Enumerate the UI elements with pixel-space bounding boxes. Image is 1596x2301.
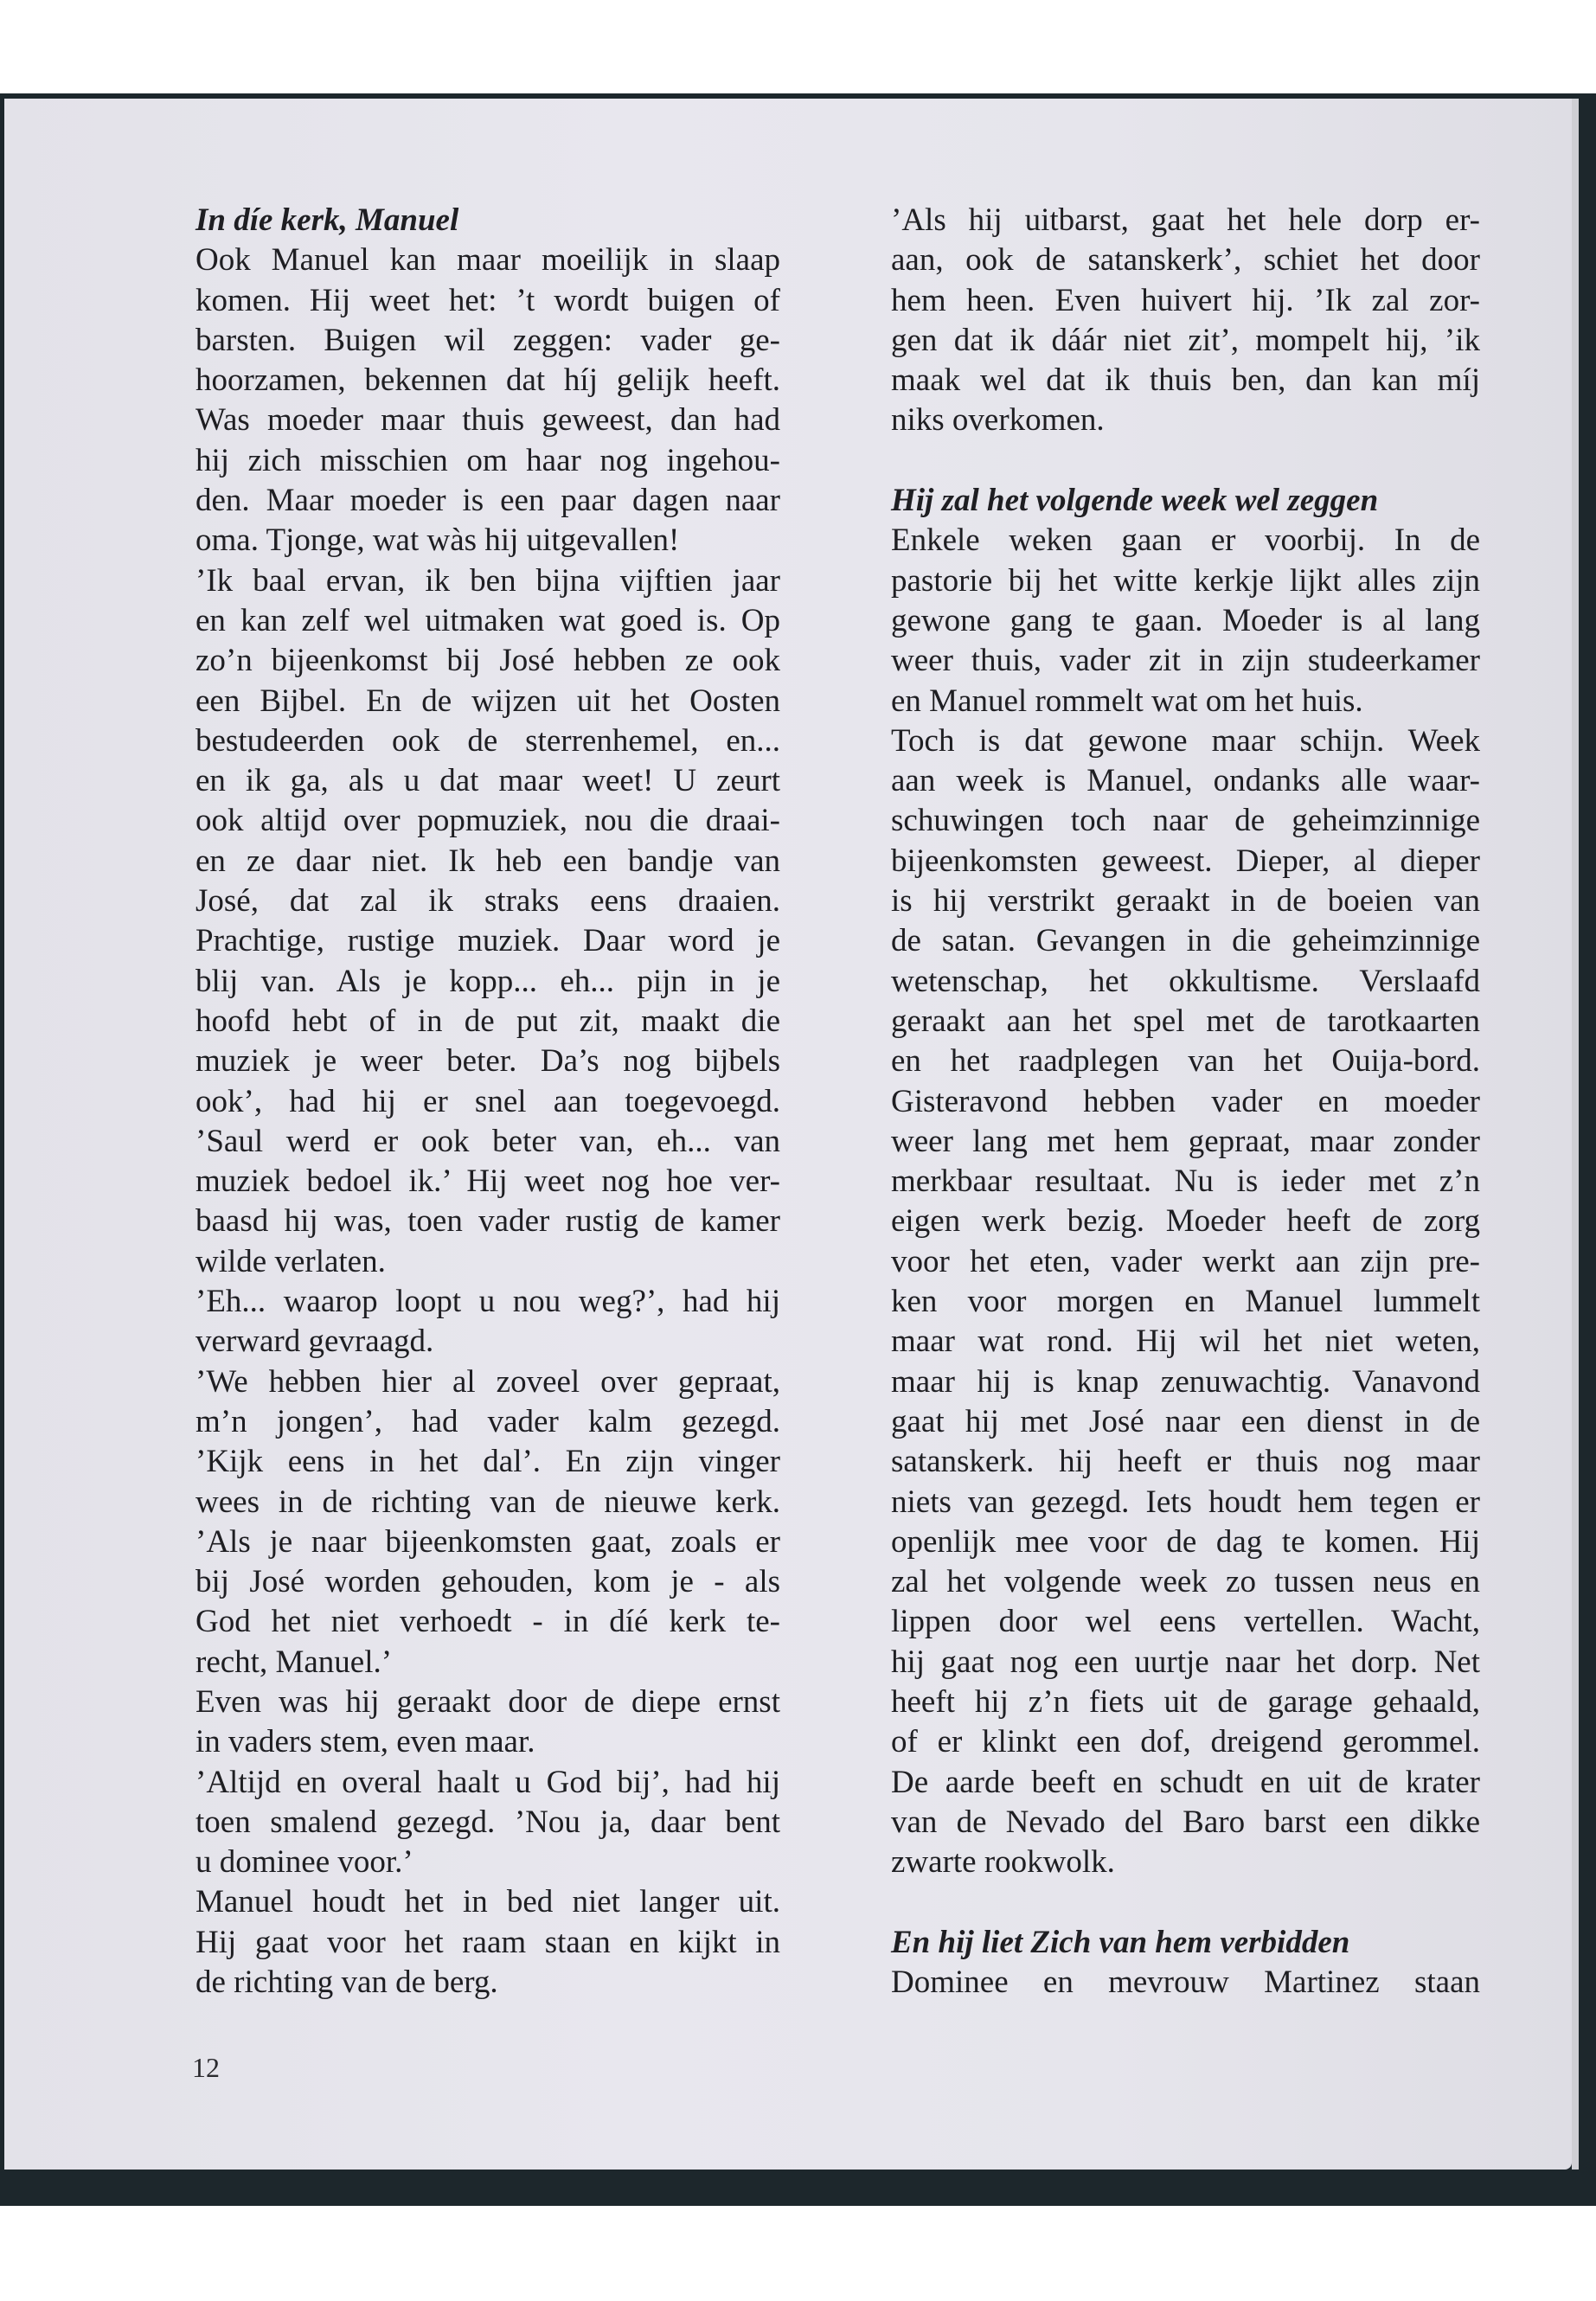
text-line: bijeenkomsten geweest. Dieper, al dieper [891,843,1480,879]
text-line: ’Ik baal ervan, ik ben bijna vijftien jaar [195,562,780,599]
text-line: en ze daar niet. Ik heb een bandje van [195,843,780,879]
text-line: ook’, had hij er snel aan toegevoegd. [195,1083,780,1119]
text-line: Enkele weken gaan er voorbij. In de [891,522,1480,559]
text-line: den. Maar moeder is een paar dagen naar [195,483,780,519]
text-line: Prachtige, rustige muziek. Daar word je [195,923,780,959]
text-line: komen. Hij weet het: ’t wordt buigen of [195,282,780,318]
text-line: hoofd hebt of in de put zit, maakt die [195,1003,780,1039]
text-line: bestudeerden ook de sterrenhemel, en... [195,722,780,759]
text-line: weer thuis, vader zit in zijn studeerkamer [891,643,1480,679]
text-line: hij gaat nog een uurtje naar het dorp. Net [891,1644,1480,1680]
text-line: van de Nevado del Baro barst een dikke [891,1804,1480,1840]
text-line: wees in de richting van de nieuwe kerk. [195,1484,780,1520]
text-line: recht, Manuel.’ [195,1644,393,1680]
text-line: barsten. Buigen wil zeggen: vader ge- [195,322,780,358]
text-line: aan week is Manuel, ondanks alle waar- [891,763,1480,799]
text-line: maak wel dat ik thuis ben, dan kan míj [891,362,1480,399]
text-line: Manuel houdt het in bed niet langer uit. [195,1884,780,1920]
text-line: muziek je weer beter. Da’s nog bijbels [195,1043,780,1080]
text-line: gewone gang te gaan. Moeder is al lang [891,602,1480,638]
text-line: zal het volgende week zo tussen neus en [891,1564,1480,1600]
text-line: en Manuel rommelt wat om het huis. [891,683,1363,719]
text-line: zwarte rookwolk. [891,1844,1115,1881]
text-line: ’Eh... waarop loopt u nou weg?’, had hij [195,1284,780,1320]
text-line: lippen door wel eens vertellen. Wacht, [891,1604,1480,1640]
text-line: aan, ook de satanskerk’, schiet het door [891,242,1480,279]
text-line: maar wat rond. Hij wil het niet weten, [891,1324,1480,1360]
text-line: u dominee voor.’ [195,1844,413,1881]
text-column-right [891,201,1480,2003]
text-line: Even was hij geraakt door de diepe ernst [195,1683,780,1720]
text-line: gaat hij met José naar een dienst in de [891,1403,1480,1439]
text-line: is hij verstrikt geraakt in de boeien van [891,883,1480,920]
text-line: een Bijbel. En de wijzen uit het Oosten [195,683,780,719]
text-line: weer lang met hem gepraat, maar zonder [891,1123,1480,1159]
text-line: verward gevraagd. [195,1324,434,1360]
text-line: toen smalend gezegd. ’Nou ja, daar bent [195,1804,780,1840]
text-line: God het niet verhoedt - in díé kerk te- [195,1604,780,1640]
text-line: Was moeder maar thuis geweest, dan had [195,402,780,439]
text-line: niets van gezegd. Iets houdt hem tegen er [891,1484,1480,1520]
text-line: ’Saul werd er ook beter van, eh... van [195,1123,780,1159]
section-heading: In díe kerk, Manuel [195,202,459,238]
text-line: schuwingen toch naar de geheimzinnige [891,803,1480,839]
text-line: en het raadplegen van het Ouija-bord. [891,1043,1480,1080]
text-line: ’Als je naar bijeenkomsten gaat, zoals er [195,1523,780,1560]
text-line: wetenschap, het okkultisme. Verslaafd [891,963,1480,999]
text-line: ’We hebben hier al zoveel over gepraat, [195,1363,780,1400]
text-line: ’Altijd en overal haalt u God bij’, had hij [195,1764,780,1800]
text-line: satanskerk. hij heeft er thuis nog maar [891,1444,1480,1480]
text-line: geraakt aan het spel met de tarotkaarten [891,1003,1480,1039]
text-line: Ook Manuel kan maar moeilijk in slaap [195,242,780,279]
page-number: 12 [192,2052,220,2083]
text-line: hem heen. Even huivert hij. ’Ik zal zor- [891,282,1480,318]
text-line: De aarde beeft en schudt en uit de krater [891,1764,1480,1800]
text-line: en ik ga, als u dat maar weet! U zeurt [195,763,780,799]
text-line: Dominee en mevrouw Martinez staan [891,1965,1480,2001]
text-line: Gisteravond hebben vader en moeder [891,1083,1480,1119]
text-line: m’n jongen’, had vader kalm gezegd. [195,1403,780,1439]
text-line: José, dat zal ik straks eens draaien. [195,883,780,920]
text-line: ook altijd over popmuziek, nou die draai- [195,803,780,839]
text-line: merkbaar resultaat. Nu is ieder met z’n [891,1163,1480,1200]
text-line: bij José worden gehouden, kom je - als [195,1564,780,1600]
text-line: blij van. Als je kopp... eh... pijn in je [195,963,780,999]
text-line: ’Als hij uitbarst, gaat het hele dorp er- [891,202,1480,238]
text-line: ken voor morgen en Manuel lummelt [891,1284,1480,1320]
text-line: Toch is dat gewone maar schijn. Week [891,722,1480,759]
text-line: hoorzamen, bekennen dat híj gelijk heeft. [195,362,780,399]
text-line: eigen werk bezig. Moeder heeft de zorg [891,1203,1480,1240]
text-line: baasd hij was, toen vader rustig de kamer [195,1203,780,1240]
text-line: pastorie bij het witte kerkje lijkt alles zijn [891,562,1480,599]
text-line: wilde verlaten. [195,1243,386,1279]
text-line: of er klinkt een dof, dreigend gerommel. [891,1724,1480,1760]
text-line: Hij gaat voor het raam staan en kijkt in [195,1924,780,1960]
text-line: muziek bedoel ik.’ Hij weet nog hoe ver- [195,1163,780,1200]
text-line: de satan. Gevangen in die geheimzinnige [891,923,1480,959]
section-heading: En hij liet Zich van hem verbidden [891,1924,1350,1960]
text-line: in vaders stem, even maar. [195,1724,535,1760]
text-column-left [195,201,780,2003]
text-line: ’Kijk eens in het dal’. En zijn vinger [195,1444,780,1480]
text-line: maar hij is knap zenuwachtig. Vanavond [891,1363,1480,1400]
text-line: hij zich misschien om haar nog ingehou- [195,442,780,478]
section-heading: Hij zal het volgende week wel zeggen [891,483,1379,519]
text-line: oma. Tjonge, wat wàs hij uitgevallen! [195,522,680,559]
text-line: en kan zelf wel uitmaken wat goed is. Op [195,602,780,638]
text-line: heeft hij z’n fiets uit de garage gehaald, [891,1683,1480,1720]
text-line: de richting van de berg. [195,1965,498,2001]
text-line: voor het eten, vader werkt aan zijn pre- [891,1243,1480,1279]
page-edge [1572,99,1579,2170]
text-line: gen dat ik dáár niet zit’, mompelt hij, ’ik [891,322,1480,358]
text-line: openlijk mee voor de dag te komen. Hij [891,1523,1480,1560]
text-line: zo’n bijeenkomst bij José hebben ze ook [195,643,780,679]
text-line: niks overkomen. [891,402,1105,439]
